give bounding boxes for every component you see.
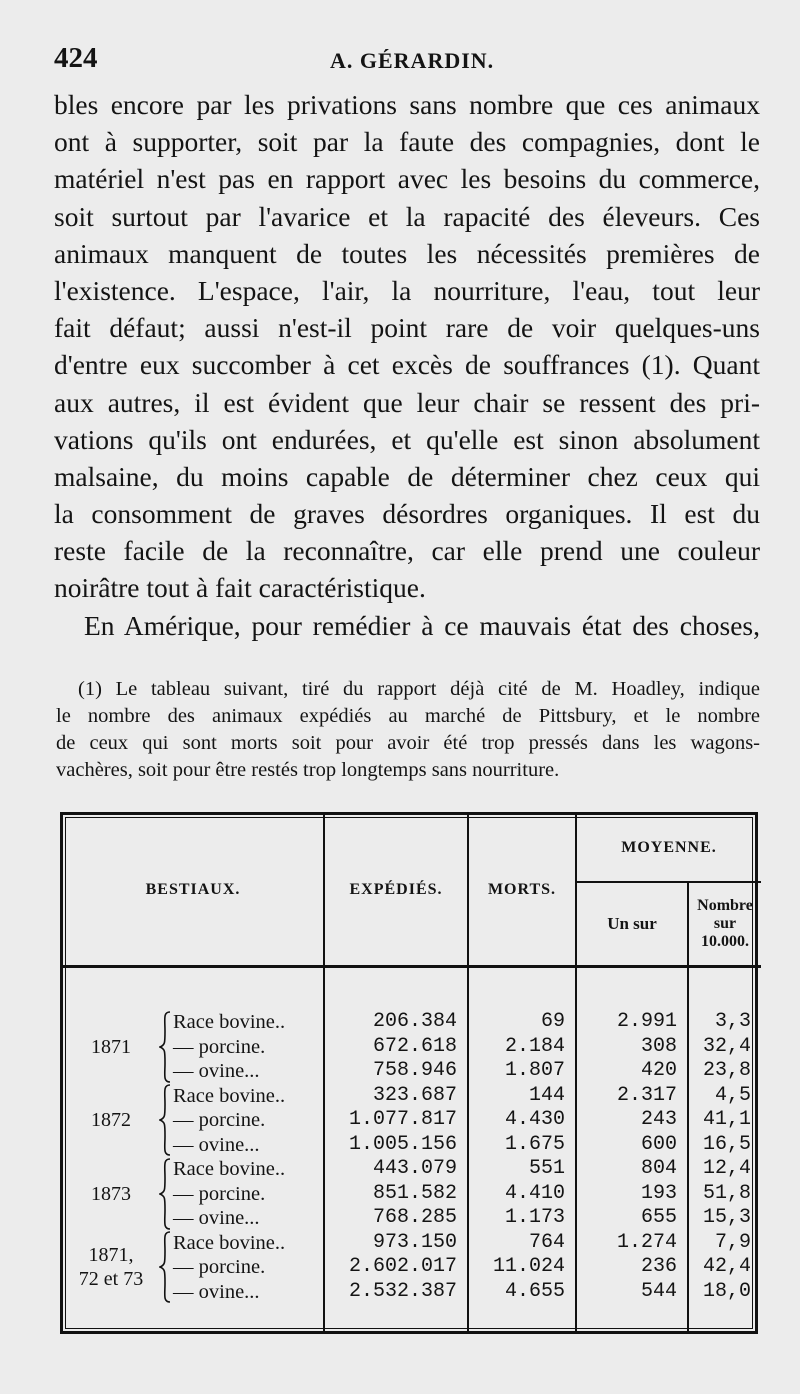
- body-line: ont à supporter, soit par la faute des compagnies, dont le: [54, 126, 760, 158]
- page-header: [54, 42, 754, 82]
- body-line: d'entre eux succomber à cet excès de souffrances (1). Quant: [54, 349, 760, 381]
- body-line: fait défaut; aussi n'est-il point rare de voir quelques-uns: [54, 312, 760, 344]
- body-line: soit surtout par l'avarice et la rapacité des éleveurs. Ces: [54, 200, 760, 232]
- body-line: l'existence. L'espace, l'air, la nourriture, l'eau, tout leur: [54, 274, 760, 306]
- animal-cell: Race bovine..: [171, 1231, 324, 1256]
- tail-cell: [688, 1304, 761, 1331]
- un-sur-cell: 804: [576, 1157, 688, 1182]
- body-line: noirâtre tout à fait caractéristique.: [54, 572, 426, 604]
- footnote: [56, 676, 760, 784]
- animal-cell: — porcine.: [171, 1182, 324, 1207]
- morts-cell: 764: [468, 1231, 576, 1256]
- sur-10000-cell: 18,0: [702, 1279, 751, 1303]
- sur-10000-cell: 4,5: [714, 1083, 751, 1107]
- animal-cell: — porcine.: [171, 1035, 324, 1060]
- expedies-cell: 206.384: [324, 1010, 468, 1035]
- un-sur-cell: 236: [576, 1255, 688, 1280]
- table-row: [63, 1010, 761, 1035]
- sur-10000-cell: 51,8: [702, 1181, 751, 1205]
- sur-10000-cell: 41,1: [702, 1108, 751, 1131]
- spacer-cell: [688, 967, 761, 1011]
- brace-cell: [159, 1010, 171, 1084]
- un-sur-cell: 420: [576, 1059, 688, 1084]
- year-label-2: 72 et 73: [78, 1268, 144, 1291]
- body-text: [54, 86, 760, 644]
- expedies-cell: 973.150: [324, 1231, 468, 1256]
- tail-cell: [159, 1304, 171, 1331]
- sur-10000-cell: 23,8: [702, 1059, 751, 1082]
- un-sur-cell: 308: [576, 1035, 688, 1060]
- header-nombre-label: Nombre: [697, 897, 753, 914]
- livestock-table: [60, 812, 758, 1334]
- un-sur-cell: 655: [576, 1206, 688, 1231]
- year-label: 1871,: [88, 1243, 134, 1266]
- expedies-cell: 2.602.017: [324, 1255, 468, 1280]
- body-line: animaux manquent de toutes les nécessités premières de: [54, 237, 760, 269]
- header-morts: MORTS.: [468, 815, 576, 967]
- expedies-cell: 672.618: [324, 1035, 468, 1060]
- spacer-cell: [468, 967, 576, 1011]
- animal-cell: Race bovine..: [171, 1010, 324, 1035]
- tail-cell: [171, 1304, 324, 1331]
- curly-brace-icon: [159, 1084, 171, 1156]
- morts-cell: 1.675: [468, 1133, 576, 1158]
- animal-cell: — ovine...: [171, 1133, 324, 1158]
- morts-cell: 4.410: [468, 1182, 576, 1207]
- footnote-line: vachères, soit pour être restés trop longtemps sans nourriture.: [56, 759, 560, 781]
- year-cell: [63, 1010, 159, 1084]
- morts-cell: 11.024: [468, 1255, 576, 1280]
- running-head: A. GÉRARDIN.: [330, 48, 495, 73]
- sur-10000-cell: 3,3: [714, 1010, 751, 1033]
- header-moyenne: MOYENNE.: [576, 815, 761, 882]
- sur-10000-cell: 16,5: [702, 1132, 751, 1156]
- un-sur-cell: 2.317: [576, 1084, 688, 1109]
- expedies-cell: 323.687: [324, 1084, 468, 1109]
- expedies-cell: 851.582: [324, 1182, 468, 1207]
- footnote-line: de ceux qui sont morts soit pour avoir été trop pressés dans les wagons-: [56, 732, 760, 754]
- page-number: 424: [54, 42, 98, 74]
- sur-10000-cell: 15,3: [702, 1206, 751, 1229]
- sur-10000-cell: 7,9: [714, 1230, 751, 1254]
- un-sur-cell: 600: [576, 1133, 688, 1158]
- animal-cell: — ovine...: [171, 1059, 324, 1084]
- expedies-cell: 2.532.387: [324, 1280, 468, 1305]
- spacer-cell: [159, 967, 171, 1011]
- body-line: vations qu'ils ont endurées, et qu'elle est sinon absolument: [54, 423, 760, 455]
- header-nombre-sur: [688, 882, 761, 967]
- header-bestiaux: BESTIAUX.: [63, 815, 324, 967]
- year-label: 1873: [91, 1182, 131, 1205]
- animal-cell: — ovine...: [171, 1206, 324, 1231]
- animal-cell: — porcine.: [171, 1255, 324, 1280]
- expedies-cell: 768.285: [324, 1206, 468, 1231]
- expedies-cell: 758.946: [324, 1059, 468, 1084]
- spacer-cell: [171, 967, 324, 1011]
- morts-cell: 4.655: [468, 1280, 576, 1305]
- body-line: la consomment de graves désordres organiques. Il est du: [54, 498, 760, 530]
- header-sur-label: sur: [713, 915, 737, 932]
- body-line: malsaine, du moins capable de déterminer chez ceux qui: [54, 460, 760, 492]
- animal-cell: Race bovine..: [171, 1084, 324, 1109]
- morts-cell: 4.430: [468, 1108, 576, 1133]
- tail-cell: [324, 1304, 468, 1331]
- tail-cell: [63, 1304, 159, 1331]
- brace-cell: [159, 1157, 171, 1231]
- year-label: 1872: [91, 1109, 131, 1131]
- brace-cell: [159, 1084, 171, 1158]
- curly-brace-icon: [159, 1231, 171, 1303]
- year-cell: [63, 1084, 159, 1158]
- un-sur-cell: 1.274: [576, 1231, 688, 1256]
- animal-cell: Race bovine..: [171, 1157, 324, 1182]
- morts-cell: 551: [468, 1157, 576, 1182]
- table-row: [63, 1084, 761, 1109]
- header-expedies: EXPÉDIÉS.: [324, 815, 468, 967]
- spacer-cell: [324, 967, 468, 1011]
- un-sur-cell: 193: [576, 1182, 688, 1207]
- sur-10000-cell: 12,4: [702, 1157, 751, 1180]
- header-10000-label: 10.000.: [701, 933, 749, 950]
- body-line: bles encore par les privations sans nombre que ces animaux: [54, 89, 760, 120]
- table-tail-row: [63, 1304, 761, 1331]
- morts-cell: 2.184: [468, 1035, 576, 1060]
- body-line: aux autres, il est évident que leur chair se ressent des pri-: [54, 386, 760, 418]
- spacer-cell: [576, 967, 688, 1011]
- morts-cell: 1.173: [468, 1206, 576, 1231]
- curly-brace-icon: [159, 1011, 171, 1083]
- sur-10000-cell: 42,4: [702, 1255, 751, 1278]
- morts-cell: 69: [468, 1010, 576, 1035]
- tail-cell: [468, 1304, 576, 1331]
- tail-cell: [576, 1304, 688, 1331]
- year-label: 1871: [91, 1035, 131, 1058]
- curly-brace-icon: [159, 1158, 171, 1230]
- body-line: matériel n'est pas en rapport avec les besoins du commerce,: [54, 163, 760, 195]
- un-sur-cell: 2.991: [576, 1010, 688, 1035]
- table-body: [63, 967, 761, 1332]
- brace-cell: [159, 1231, 171, 1305]
- spacer-cell: [63, 967, 159, 1011]
- body-line: En Amérique, pour remédier à ce mauvais état des choses,: [84, 609, 760, 641]
- footnote-line: le nombre des animaux expédiés au marché de Pittsbury, et le nombre: [56, 705, 760, 727]
- year-cell: [63, 1231, 159, 1305]
- animal-cell: — porcine.: [171, 1108, 324, 1133]
- table-spacer-row: [63, 967, 761, 1011]
- footnote-line: (1) Le tableau suivant, tiré du rapport déjà cité de M. Hoadley, indique: [78, 678, 760, 700]
- table-row: [63, 1157, 761, 1182]
- expedies-cell: 1.005.156: [324, 1133, 468, 1158]
- morts-cell: 144: [468, 1084, 576, 1109]
- year-cell: [63, 1157, 159, 1231]
- morts-cell: 1.807: [468, 1059, 576, 1084]
- table-row: [63, 1231, 761, 1256]
- sur-10000-cell: 32,4: [702, 1034, 751, 1058]
- body-line: reste facile de la reconnaître, car elle prend une couleur: [54, 535, 760, 567]
- un-sur-cell: 243: [576, 1108, 688, 1133]
- un-sur-cell: 544: [576, 1280, 688, 1305]
- expedies-cell: 1.077.817: [324, 1108, 468, 1133]
- header-un-sur: Un sur: [576, 882, 688, 967]
- animal-cell: — ovine...: [171, 1280, 324, 1305]
- expedies-cell: 443.079: [324, 1157, 468, 1182]
